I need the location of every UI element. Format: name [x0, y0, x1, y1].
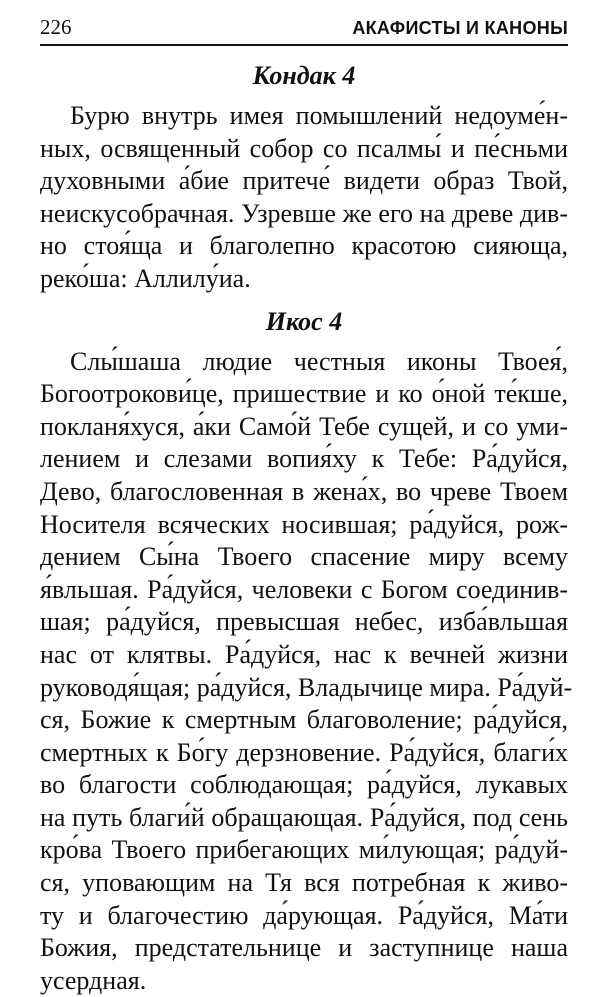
text-line: Дево, благословенная в жена́х, во чреве Твоем	[40, 476, 568, 506]
text-line: ту и благочестию да́рующая. Ра́дуйся, Ма́ти	[40, 900, 568, 930]
running-title: АКАФИСТЫ И КАНОНЫ	[352, 18, 568, 38]
text-line: духовными а́бие притече́ видети образ Твой,	[40, 166, 568, 196]
text-line: я́вльшая. Ра́дуйся, человеки с Богом соединив-	[40, 574, 568, 604]
text-line: Слы́шаша людие честныя иконы Твоея́,	[70, 346, 568, 376]
text-line: нас от клятвы. Ра́дуйся, нас к вечней жизни	[40, 639, 568, 669]
text-line: реко́ша: Аллилу́иа.	[40, 263, 251, 293]
text-line: неискусобрачная. Узревше же его на древе див-	[40, 198, 568, 228]
text-line: Богоотрокови́це, пришествие и ко о́ной те́кше,	[40, 379, 568, 409]
text-line: кро́ва Твоего прибегающих ми́лующая; ра́дуй-	[40, 835, 568, 865]
text-line: усердная.	[40, 965, 147, 995]
page-number: 226	[40, 15, 72, 39]
text-line: ся, Божие к смертным благоволение; ра́дуйся,	[40, 705, 568, 735]
text-line: во благости соблюдающая; ра́дуйся, лукавых	[40, 770, 568, 800]
text-line: смертных к Бо́гу дерзновение. Ра́дуйся, благи́х	[40, 737, 568, 767]
kondak-text	[40, 100, 568, 296]
text-line: лением и слезами вопия́ху к Тебе: Ра́дуйся,	[40, 444, 568, 474]
book-page	[40, 14, 573, 997]
text-line: шая; ра́дуйся, превысшая небес, изба́вльшая	[40, 607, 568, 637]
text-line: Носителя всяческих носившая; ра́дуйся, рож-	[40, 509, 568, 539]
text-line: покланя́хуся, а́ки Само́й Тебе сущей, и со уми-	[40, 411, 568, 441]
ikos-heading: Икос 4	[265, 306, 343, 336]
text-line: на путь благи́й обращающая. Ра́дуйся, под сень	[40, 802, 568, 832]
text-line: руководя́щая; ра́дуйся, Владычице мира. Ра́дуй-	[40, 672, 573, 702]
text-line: но стоя́ща и благолепно красотою сияюща,	[40, 231, 568, 261]
text-line: дением Сы́на Твоего спасение миру всему	[40, 542, 568, 572]
text-line: Бурю внутрь имея помышлений недоуме́н-	[70, 101, 568, 130]
running-header	[40, 14, 568, 46]
kondak-heading: Кондак 4	[252, 61, 356, 90]
ikos-text	[40, 346, 573, 997]
text-line: ся, уповающим на Тя вся потребная к живо-	[40, 868, 568, 898]
text-line: Божия, предстательнице и заступнице наша	[40, 933, 568, 963]
text-line: ных, освященный собор со псалмы́ и пе́сньми	[40, 133, 568, 163]
